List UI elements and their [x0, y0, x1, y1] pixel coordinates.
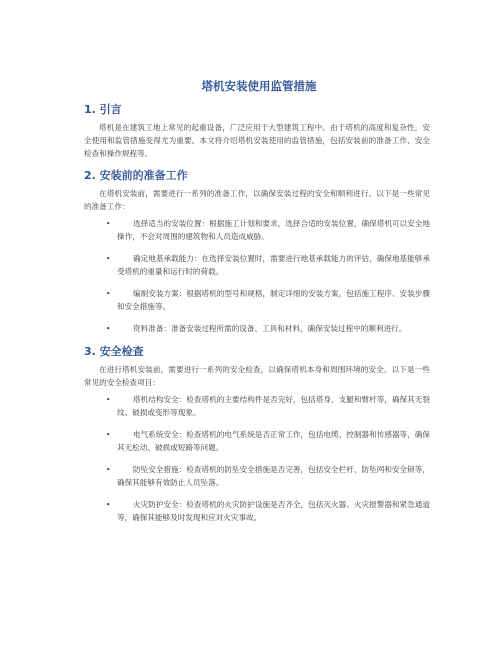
bullet-icon: •	[106, 395, 111, 404]
list-item	[88, 217, 430, 243]
bullet-icon: •	[106, 430, 111, 439]
list-item	[88, 393, 430, 419]
section-heading: 3. 安全检查	[84, 345, 144, 358]
section-heading: 2. 安装前的准备工作	[84, 169, 188, 182]
document-title: 塔机安装使用监管措施	[201, 79, 317, 93]
list-item	[88, 322, 430, 335]
bullet-icon: •	[106, 219, 111, 228]
bullet-list	[88, 217, 430, 335]
list-item	[88, 428, 430, 454]
bullet-icon: •	[106, 254, 111, 263]
list-item-text: 编制安装方案：根据塔机的型号和规格，制定详细的安装方案，包括施工程序、安装步骤和安全措施等。	[117, 289, 430, 311]
section-introduction	[84, 102, 430, 160]
list-item-text: 防坠安全措施：检查塔机的防坠安全措施是否完善，包括安全栏杆、防坠网和安全锁等，确保其能够有效防止人员坠落。	[117, 465, 430, 487]
section-paragraph: 在进行塔机安装前，需要进行一系列的安全检查，以确保塔机本身和周围环境的安全。以下是一些常见的安全检查项目：	[84, 365, 430, 387]
bullet-icon: •	[106, 324, 111, 333]
list-item-text: 确定地基承载能力：在选择安装位置时，需要进行地基承载能力的评估，确保地基能够承受塔机的重量和运行时的荷载。	[117, 254, 430, 276]
section-safety-inspection	[84, 344, 430, 524]
list-item	[88, 463, 430, 489]
section-heading: 1. 引言	[84, 103, 122, 116]
list-item	[88, 252, 430, 278]
bullet-icon: •	[106, 465, 111, 474]
list-item	[88, 498, 430, 524]
section-preparation	[84, 168, 430, 335]
bullet-icon: •	[106, 500, 111, 509]
bullet-list	[88, 393, 430, 524]
list-item-text: 火灾防护安全：检查塔机的火灾防护设施是否齐全，包括灭火器、火灾报警器和紧急通道等，确保其能够及时发现和应对火灾事故。	[117, 500, 430, 522]
section-paragraph: 在塔机安装前，需要进行一系列的准备工作，以确保安装过程的安全和顺利进行。以下是一些常见的准备工作：	[84, 189, 430, 211]
list-item	[88, 287, 430, 313]
list-item-text: 资料准备：准备安装过程所需的设备、工具和材料，确保安装过程中的顺利进行。	[133, 324, 407, 333]
section-paragraph: 塔机是在建筑工地上常见的起重设备，广泛应用于大型建筑工程中。由于塔机的高度和复杂性，安全使用和监管措施变得尤为重要。本文将介绍塔机安装使用的监管措施，包括安装前的准备工作、安全检查和操作规程等。	[84, 123, 430, 158]
bullet-icon: •	[106, 289, 111, 298]
list-item-text: 选择适当的安装位置：根据施工计划和要求，选择合适的安装位置，确保塔机可以安全地操作，不会对周围的建筑物和人员造成威胁。	[117, 219, 430, 241]
list-item-text: 塔机结构安全：检查塔机的主要结构件是否完好，包括塔身、支腿和臂杆等，确保其无裂纹、破损或变形等现象。	[117, 395, 430, 417]
list-item-text: 电气系统安全：检查塔机的电气系统是否正常工作，包括电缆、控制器和传感器等，确保其无松动、破损或短路等问题。	[117, 430, 430, 452]
